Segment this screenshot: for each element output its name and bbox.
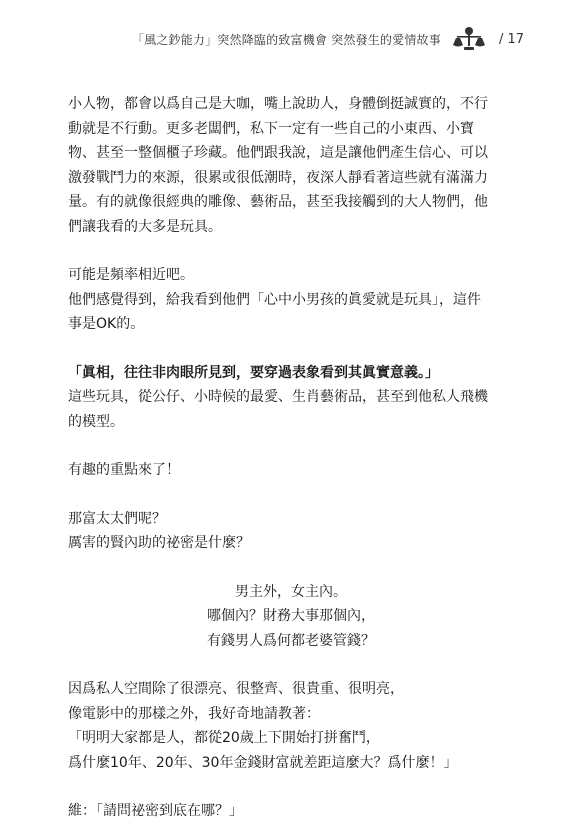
paragraph: [68, 458, 514, 483]
text-line: 可能是頻率相近吧。: [68, 267, 194, 283]
page-number: / 17: [498, 31, 524, 47]
text-line: 爲什麼10年、20年、30年金錢財富就差距這麼大？爲什麼！」: [68, 754, 458, 771]
page-header: [120, 26, 524, 52]
text-line: 因爲私人空間除了很漂亮、很整齊、很貴重、很明亮，: [68, 681, 404, 697]
text-line: 這些玩具，從公仔、小時候的最愛、生肖藝術品，甚至到他私人飛機: [68, 389, 488, 405]
text-line: 「明明大家都是人，都從20歲上下開始打拼奮鬥，: [68, 730, 380, 746]
text-line: 量。有的就像很經典的雕像、藝術品，甚至我接觸到的大人物們，他: [68, 194, 488, 210]
text-line: 他們感覺得到，給我看到他們「心中小男孩的眞愛就是玩具」，這件: [68, 291, 481, 308]
paragraph: [68, 92, 514, 239]
text-line: 男主外，女主內。: [235, 583, 347, 600]
text-line: 事是OK的。: [68, 316, 145, 332]
paragraph: [68, 361, 514, 435]
scale-logo-icon: [453, 26, 485, 52]
bold-quote: 「眞相，往往非肉眼所見到，要穿過表象看到其眞實意義。」: [68, 364, 439, 381]
text-line: 有錢男人爲何都老婆管錢？: [207, 632, 375, 649]
text-line: 激發戰鬥力的來源，很累或很低潮時，夜深人靜看著這些就有滿滿力: [68, 169, 488, 186]
text-line: 維：「請問祕密到底在哪？」: [68, 803, 243, 819]
text-line: 像電影中的那樣之外，我好奇地請教著：: [68, 705, 320, 722]
paragraph: [68, 507, 514, 556]
paragraph: [68, 799, 514, 824]
text-line: 們讓我看的大多是玩具。: [68, 218, 222, 235]
text-line: 那富太太們呢？: [68, 510, 166, 527]
text-line: 的模型。: [68, 413, 124, 430]
book-title: 「風之鈔能力」突然降臨的致富機會 突然發生的愛情故事: [131, 32, 441, 47]
text-line: 動就是不行動。更多老闆們，私下一定有一些自己的小東西、小寶: [68, 120, 474, 137]
text-line: 有趣的重點來了！: [68, 462, 180, 478]
paragraph: [68, 677, 514, 775]
paragraph: [68, 263, 514, 337]
text-line: 物、甚至一整個櫃子珍藏。他們跟我說，這是讓他們產生信心、可以: [68, 145, 488, 161]
text-line: 厲害的賢內助的祕密是什麼？: [68, 535, 250, 551]
text-line: 小人物，都會以爲自己是大咖，嘴上說助人，身體倒挺誠實的，不行: [68, 96, 488, 112]
text-line: 哪個內？財務大事那個內，: [207, 608, 375, 624]
body-text: [68, 92, 514, 824]
centered-verse: [68, 580, 514, 654]
